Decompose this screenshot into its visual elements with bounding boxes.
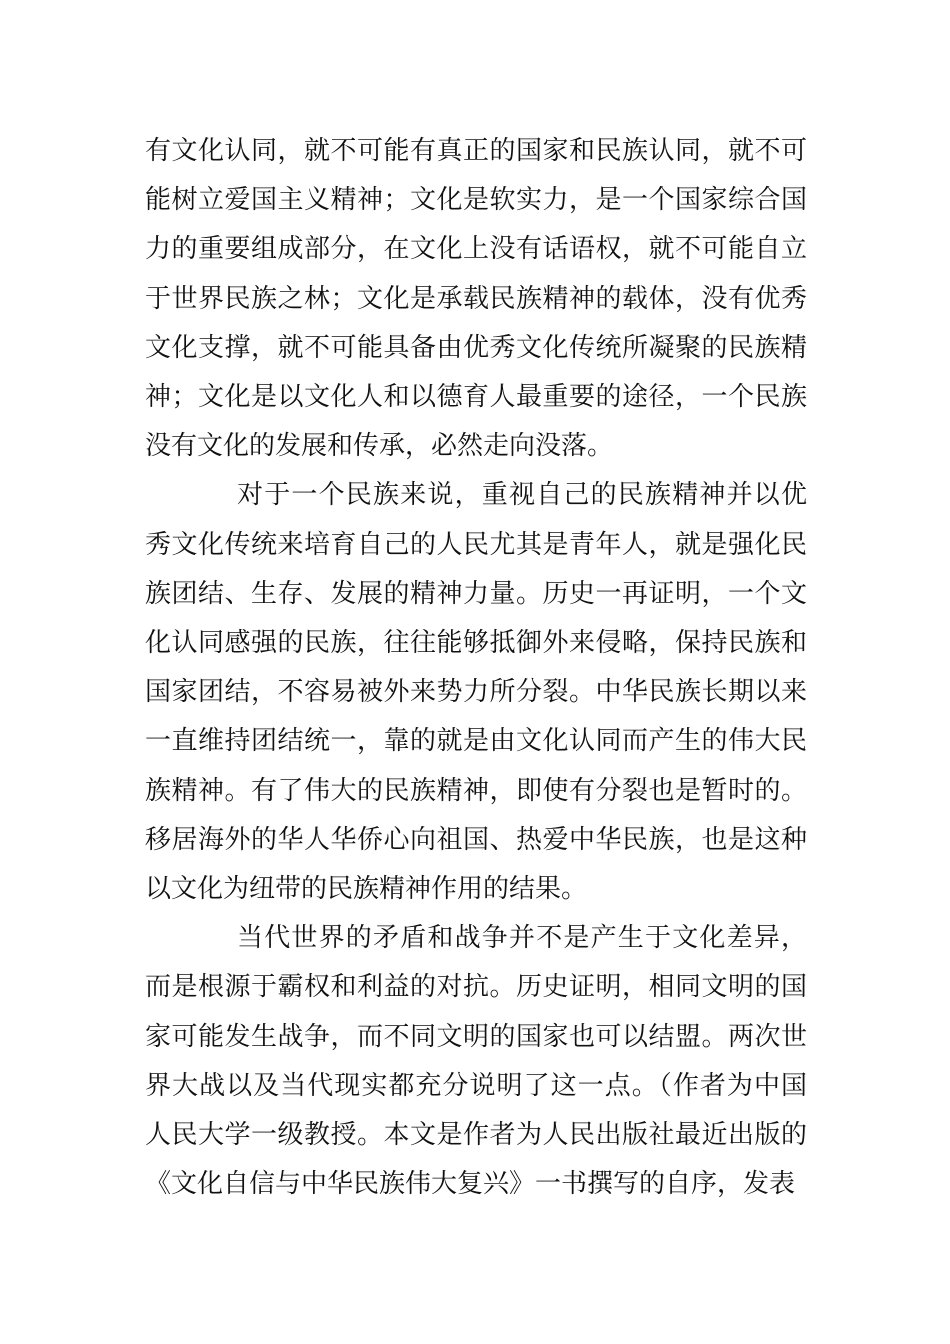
paragraph-3: 当代世界的矛盾和战争并不是产生于文化差异，而是根源于霸权和利益的对抗。历史证明，相同文明的国家可能发生战争，而不同文明的国家也可以结盟。两次世界大战以及当代现实都充分说明了这一点。（作者为中国人民大学一级教授。本文是作者为人民出版社最近出版的《文化自信与中华民族伟大复兴》一书撰写的自序，发表 (145, 923, 807, 1200)
paragraph-2: 对于一个民族来说，重视自己的民族精神并以优秀文化传统来培育自己的人民尤其是青年人，就是强化民族团结、生存、发展的精神力量。历史一再证明，一个文化认同感强的民族，往往能够抵御外来侵略，保持民族和国家团结，不容易被外来势力所分裂。中华民族长期以来一直维持团结统一，靠的就是由文化认同而产生的伟大民族精神。有了伟大的民族精神，即使有分裂也是暂时的。移居海外的华人华侨心向祖国、热爱中华民族，也是这种以文化为纽带的民族精神作用的结果。 (145, 480, 807, 905)
paragraph-1: 有文化认同，就不可能有真正的国家和民族认同，就不可能树立爱国主义精神；文化是软实力，是一个国家综合国力的重要组成部分，在文化上没有话语权，就不可能自立于世界民族之林；文化是承载民族精神的载体，没有优秀文化支撑，就不可能具备由优秀文化传统所凝聚的民族精神；文化是以文化人和以德育人最重要的途径，一个民族没有文化的发展和传承，必然走向没落。 (145, 136, 807, 462)
document-body (145, 127, 807, 1209)
